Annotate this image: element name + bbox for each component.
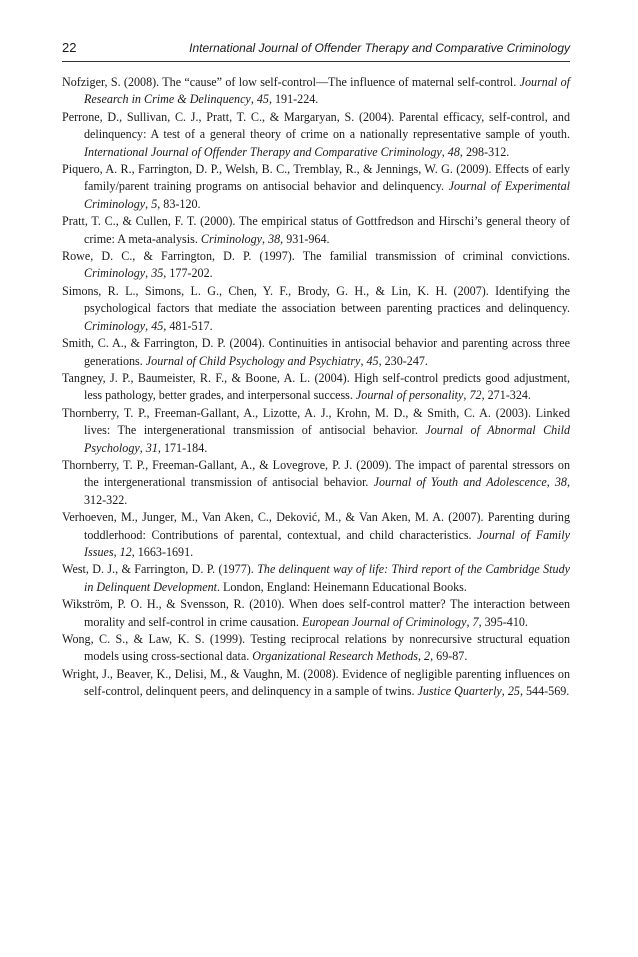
reference-entry [62,109,570,161]
reference-text: Verhoeven, M., Junger, M., Van Aken, C., Deković, M., & Van Aken, M. A. (2007). Parenting during toddlerhood: Contributions of parental, contextual, and child characteristics. [62,510,570,542]
reference-text: Wikström, P. O. H., & Svensson, R. (2010). When does self-control matter? The interaction between morality and self-control in crime causation. [62,597,570,629]
reference-text: , 230-247. [378,353,428,368]
reference-italic-text: Journal of Abnormal Child Psychology [84,423,571,455]
reference-italic-text: 25 [507,684,520,699]
reference-italic-text: European Journal of Criminology [301,614,467,629]
journal-title: International Journal of Offender Therapy and Comparative Criminology [189,41,570,55]
reference-italic-text: 72 [469,388,482,403]
reference-italic-text: Criminology [200,231,263,246]
reference-entry [62,561,570,596]
page-number: 22 [62,40,77,55]
reference-text: , [546,475,555,490]
reference-text: Simons, R. L., Simons, L. G., Chen, Y. F., Brody, G. H., & Lin, K. H. (2007). Identifying the psychological factors that mediate the association between parenting practices and delinquency. [62,283,570,316]
reference-text: , [441,144,448,159]
reference-text: , [145,266,152,281]
reference-entry [62,666,570,701]
reference-italic-text: 35 [151,266,164,281]
reference-entry [62,335,570,370]
reference-text: , [145,196,152,211]
reference-text: Nofziger, S. (2008). The “cause” of low self-control—The influence of maternal self-control. [62,75,520,89]
reference-text: Wright, J., Beaver, K., Delisi, M., & Vaughn, M. (2008). Evidence of negligible parenting influences on self-control, delinquent peers, and delinquency in a sample of twins. [62,666,570,699]
reference-text: Rowe, D. C., & Farrington, D. P. (1997). The familial transmission of criminal convictions. [62,249,570,264]
reference-italic-text: 45 [366,353,379,368]
reference-italic-text: 45 [256,92,269,107]
reference-entry [62,370,570,405]
reference-text: , 298-312. [459,144,510,159]
reference-text: Smith, C. A., & Farrington, D. P. (2004). Continuities in antisocial behavior and parenting across three generations. [62,336,570,368]
reference-italic-text: The delinquent way of life: Third report of the Cambridge Study in Delinquent Development [84,562,570,594]
reference-text: , 271-324. [481,388,531,403]
reference-text: , [250,92,257,107]
reference-text: Piquero, A. R., Farrington, D. P., Welsh, B. C., Tremblay, R., & Jennings, W. G. (2009). Effects of early family/parent training programs on antisocial behavior and delinquency. [62,162,570,194]
reference-text: , [360,353,367,368]
reference-italic-text: Justice Quarterly [417,684,502,699]
reference-entry [62,74,570,109]
reference-text: Pratt, T. C., & Cullen, F. T. (2000). The empirical status of Gottfredson and Hirschi’s general theory of crime: A meta-analysis. [62,214,570,246]
reference-text: Thornberry, T. P., Freeman-Gallant, A., & Lovegrove, P. J. (2009). The impact of parental stressors on the intergenerational transmission of antisocial behavior. [62,457,570,490]
reference-italic-text: 31 [145,440,158,455]
reference-text: Perrone, D., Sullivan, C. J., Pratt, T. C., & Margaryan, S. (2004). Parental efficacy, self-control, and delinquency: A test of a general theory of crime on a nationally representative sample of youth. [62,109,570,142]
reference-text: , [145,318,152,333]
reference-italic-text: 45 [151,318,164,333]
reference-text: , [139,440,146,455]
reference-italic-text: 2 [424,649,431,664]
reference-italic-text: Criminology [84,266,146,281]
reference-text: , 481-517. [163,318,213,333]
reference-text: , 544-569. [519,684,570,699]
reference-italic-text: Journal of Family Issues [84,527,570,559]
reference-italic-text: 12 [119,544,132,559]
page [62,40,570,701]
reference-italic-text: 7 [472,614,479,629]
reference-italic-text: International Journal of Offender Therapy and Comparative Criminology [84,144,442,159]
reference-text: , [262,231,269,246]
reference-text: , 191-224. [268,92,319,107]
reference-text: , [418,649,425,664]
reference-text: , 177-202. [163,266,213,281]
reference-text: , [113,544,120,559]
reference-text: , 1663-1691. [131,544,194,559]
reference-italic-text: 38 [268,231,281,246]
reference-italic-text: 5 [151,196,158,211]
reference-entry [62,161,570,213]
reference-entry [62,509,570,561]
reference-italic-text: Journal of Research in Crime & Delinquency [84,75,570,107]
reference-italic-text: Organizational Research Methods [252,649,418,664]
reference-text: , 312-322. [84,475,570,507]
reference-italic-text: 48 [447,144,460,159]
reference-text: . London, England: Heinemann Educational Books. [217,579,467,594]
reference-text: , [463,388,470,403]
reference-entry [62,283,570,335]
running-head [62,40,570,62]
reference-text: Tangney, J. P., Baumeister, R. F., & Boone, A. L. (2004). High self-control predicts good adjustment, less pathology, better grades, and interpersonal success. [62,370,570,403]
reference-text: , 931-964. [280,231,330,246]
reference-entry [62,405,570,457]
reference-entry [62,631,570,666]
reference-entry [62,457,570,509]
reference-text: West, D. J., & Farrington, D. P. (1977). [62,562,258,577]
reference-italic-text: Journal of Youth and Adolescence [373,475,547,490]
reference-text: , 69-87. [430,649,468,664]
reference-text: , [501,684,508,699]
reference-italic-text: Journal of Child Psychology and Psychiatry [145,353,361,368]
reference-entry [62,248,570,283]
reference-italic-text: Journal of personality [355,388,464,403]
reference-entry [62,596,570,631]
reference-italic-text: 38 [554,475,567,490]
reference-entry [62,213,570,248]
reference-italic-text: Journal of Experimental Criminology [84,179,570,211]
reference-list [62,74,570,701]
reference-text: Wong, C. S., & Law, K. S. (1999). Testing reciprocal relations by nonrecursive structural equation models using cross-sectional data. [62,632,570,664]
reference-italic-text: Criminology [84,318,146,333]
reference-text: Thornberry, T. P., Freeman-Gallant, A., Lizotte, A. J., Krohn, M. D., & Smith, C. A. (2003). Linked lives: The intergenerational transmission of antisocial behavior. [62,405,570,438]
reference-text: , 395-410. [478,614,528,629]
reference-text: , 171-184. [157,440,208,455]
reference-text: , 83-120. [157,196,201,211]
reference-text: , [466,614,473,629]
